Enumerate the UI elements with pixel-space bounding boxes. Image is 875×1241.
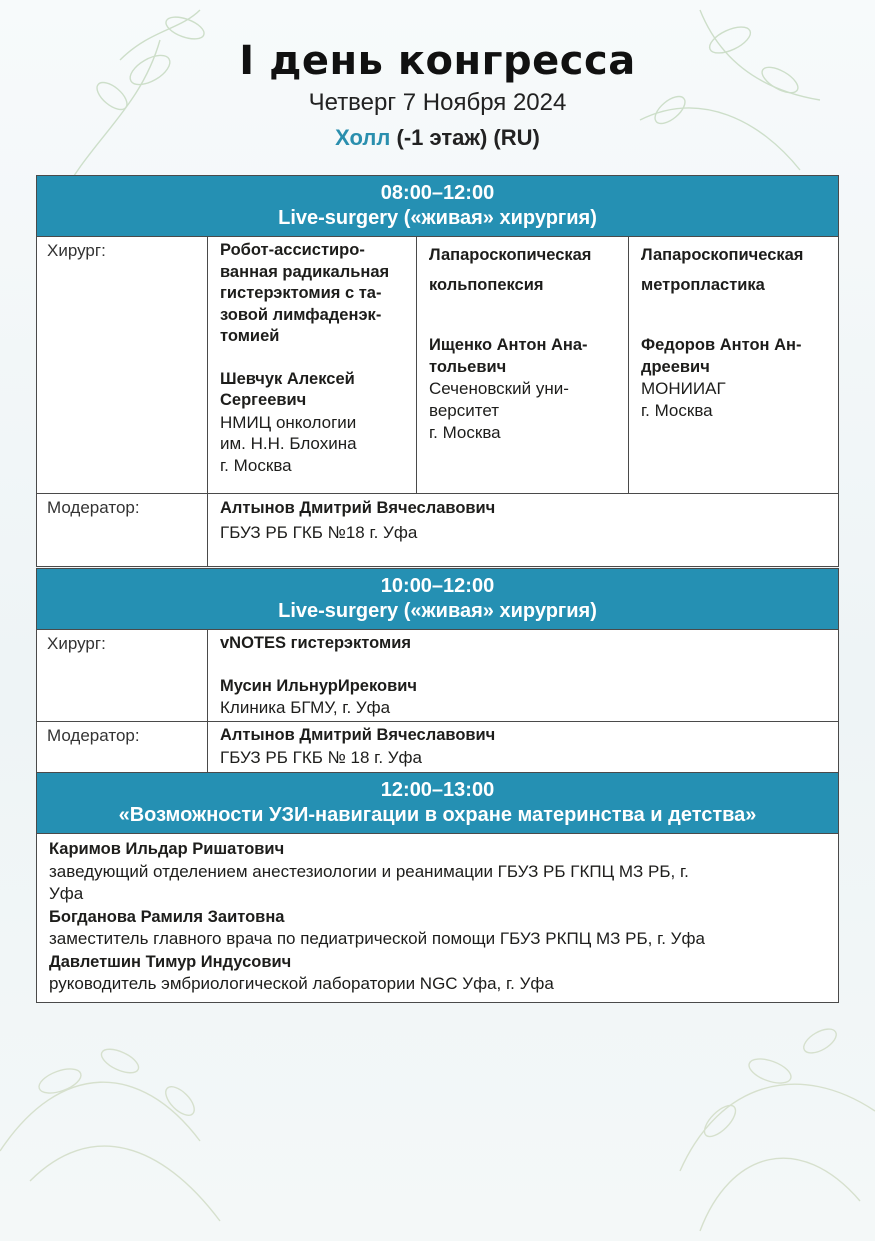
speaker-name: Давлетшин Тимур Индусович xyxy=(49,952,292,971)
name-line: Ищенко Антон Ана- xyxy=(429,336,588,354)
speaker-role: заведующий отделением анестезиологии и реанимации ГБУЗ РБ ГКПЦ МЗ РБ, г. xyxy=(49,861,689,881)
name-line: Сергеевич xyxy=(220,391,307,409)
surgeon-label: Хирург: xyxy=(37,630,208,721)
name-line: Шевчук Алексей xyxy=(220,369,355,388)
topic-line: Робот-ассистиро- xyxy=(220,241,365,259)
session-1-table xyxy=(36,175,839,567)
org-line: г. Москва xyxy=(429,423,501,442)
hall-name: Холл xyxy=(335,125,391,150)
session-1-time: 08:00–12:00 xyxy=(380,182,495,204)
surgeon-label: Хирург: xyxy=(37,237,208,493)
operation-3-surgeon xyxy=(641,334,832,378)
topic-line: томией xyxy=(220,327,280,345)
moderator-name: Алтынов Дмитрий Вячеславович xyxy=(220,726,496,744)
operation-3-org xyxy=(641,378,832,422)
operation-1 xyxy=(208,237,416,493)
moderator-label: Модератор: xyxy=(37,722,208,772)
topic-line: Лапароскопическая xyxy=(641,246,804,264)
session-2-moderator-row xyxy=(37,722,838,773)
session-2-surgeon-row xyxy=(37,630,838,722)
session-2-moderator xyxy=(208,722,838,772)
session-2-time: 10:00–12:00 xyxy=(380,575,495,597)
moderator-org: ГБУЗ РБ ГКБ № 18 г. Уфа xyxy=(220,747,422,767)
name-line: дреевич xyxy=(641,358,710,376)
name-line: тольевич xyxy=(429,358,507,376)
session-2-title: Live-surgery («живая» хирургия) xyxy=(278,600,597,622)
speaker-role: Уфа xyxy=(49,884,84,903)
session-1-moderator-row xyxy=(37,494,838,566)
operation-3 xyxy=(628,237,838,493)
speaker-name: Богданова Рамиля Заитовна xyxy=(49,907,285,926)
date-line: Четверг 7 Ноября 2024 xyxy=(308,89,567,116)
operation-1-org xyxy=(220,412,410,477)
operation-2 xyxy=(416,237,628,493)
session-3-time: 12:00–13:00 xyxy=(380,779,495,801)
moderator-label: Модератор: xyxy=(37,494,208,566)
name-line: Федоров Антон Ан- xyxy=(641,336,802,354)
topic-line: гистерэктомия с та- xyxy=(220,284,382,302)
session-1-title: Live-surgery («живая» хирургия) xyxy=(278,207,597,229)
topic-line: зовой лимфаденэк- xyxy=(220,305,382,324)
topic-line: кольпопексия xyxy=(429,276,544,294)
operation-1-surgeon xyxy=(220,369,410,412)
org-line: Сеченовский уни- xyxy=(429,379,569,398)
moderator-org: ГБУЗ РБ ГКБ №18 г. Уфа xyxy=(220,522,418,542)
page-header xyxy=(0,36,875,154)
day-title: I день конгресса xyxy=(239,38,636,84)
hall-floor: (-1 этаж) (RU) xyxy=(396,125,540,150)
session-1-surgeon-row xyxy=(37,237,838,494)
operation-2-topic xyxy=(429,240,622,300)
session-3-header xyxy=(37,773,838,834)
operation-1-topic xyxy=(220,240,410,348)
org-line: верситет xyxy=(429,401,500,420)
org-line: г. Москва xyxy=(220,455,292,475)
topic-line: метропластика xyxy=(641,276,765,294)
session-2-operation xyxy=(208,630,838,721)
topic-line: ванная радикальная xyxy=(220,262,390,281)
moderator-name: Алтынов Дмитрий Вячеславович xyxy=(220,499,496,517)
session-1-header xyxy=(37,176,838,237)
speaker-name: Каримов Ильдар Ришатович xyxy=(49,840,285,858)
operation-2-surgeon xyxy=(429,334,622,378)
session-2-surgeon-org: Клиника БГМУ, г. Уфа xyxy=(220,698,391,717)
session-2-topic: vNOTES гистерэктомия xyxy=(220,634,411,652)
session-1-moderator xyxy=(208,494,838,566)
org-line: МОНИИАГ xyxy=(641,379,726,398)
org-line: НМИЦ онкологии xyxy=(220,412,357,432)
speaker-role: руководитель эмбриологической лаборатории NGC Уфа, г. Уфа xyxy=(49,974,554,993)
operation-3-topic xyxy=(641,240,832,300)
speaker-role: заместитель главного врача по педиатрической помощи ГБУЗ РКПЦ МЗ РБ, г. Уфа xyxy=(49,929,705,948)
topic-line: Лапароскопическая xyxy=(429,246,592,264)
hall-line xyxy=(0,122,875,154)
org-line: г. Москва xyxy=(641,401,713,420)
session-2-table xyxy=(36,568,839,1003)
session-3-title: «Возможности УЗИ-навигации в охране материнства и детства» xyxy=(118,804,757,826)
session-3-speakers xyxy=(37,834,838,1002)
session-2-header xyxy=(37,569,838,630)
org-line: им. Н.Н. Блохина xyxy=(220,434,357,453)
session-2-surgeon-name: Мусин ИльнурИрекович xyxy=(220,676,417,695)
operation-2-org xyxy=(429,378,622,444)
floral-ornament-bottom xyxy=(0,1001,875,1241)
